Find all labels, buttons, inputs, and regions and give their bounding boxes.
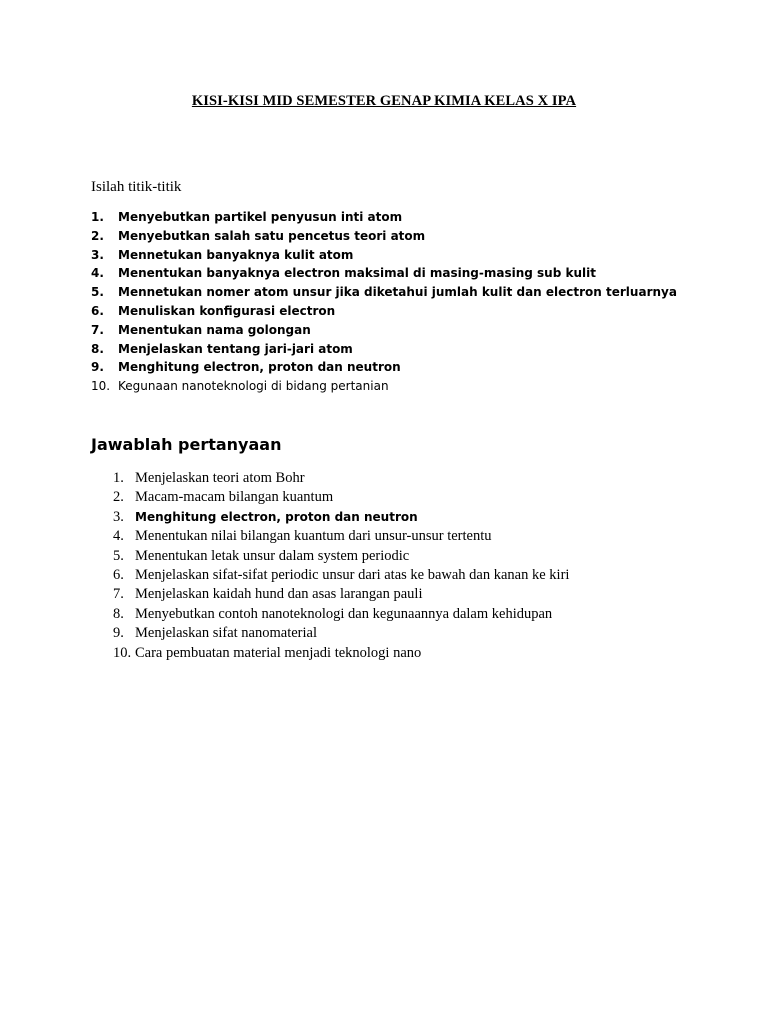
item-text: Menyebutkan contoh nanoteknologi dan kegunaannya dalam kehidupan: [135, 605, 553, 622]
item-text: Menjelaskan teori atom Bohr: [135, 470, 305, 486]
item-text: Menghitung electron, proton dan neutron: [135, 509, 418, 524]
section1-list: [91, 208, 677, 396]
item-number: 9.: [113, 625, 124, 642]
document-title: KISI-KISI MID SEMESTER GENAP KIMIA KELAS X IPA: [191, 93, 577, 109]
item-number: 2.: [113, 489, 124, 506]
list-item: [113, 605, 569, 624]
list-item: [113, 547, 569, 566]
section1-heading: Isilah titik-titik: [91, 179, 182, 195]
item-text: Menjelaskan sifat-sifat periodic unsur dari atas ke bawah dan kanan ke kiri: [135, 566, 570, 583]
item-text: Menuliskan konfigurasi electron: [118, 303, 336, 318]
item-text: Mennetukan nomer atom unsur jika diketahui jumlah kulit dan electron terluarnya: [118, 285, 677, 300]
item-number: 3.: [91, 247, 104, 262]
item-number: 1.: [91, 210, 104, 224]
section2-list: [113, 469, 569, 663]
item-number: 6.: [91, 303, 104, 318]
list-item: [91, 358, 677, 377]
item-number: 6.: [113, 566, 124, 583]
list-item: [113, 469, 569, 488]
list-item: [91, 227, 677, 246]
list-item: [91, 321, 677, 340]
item-number: 3.: [113, 508, 124, 525]
item-text: Menyebutkan partikel penyusun inti atom: [118, 210, 403, 224]
list-item: [91, 264, 677, 283]
list-item: [91, 302, 677, 321]
item-text: Menghitung electron, proton dan neutron: [118, 360, 401, 375]
section2-heading: Jawablah pertanyaan: [91, 435, 282, 454]
item-number: 7.: [113, 586, 124, 603]
item-text: Menentukan nilai bilangan kuantum dari unsur-unsur tertentu: [135, 528, 492, 545]
item-text: Menjelaskan tentang jari-jari atom: [118, 341, 353, 356]
list-item: [91, 246, 677, 265]
list-item: [91, 283, 677, 302]
item-number: 7.: [91, 322, 104, 337]
item-text: Menentukan banyaknya electron maksimal di masing-masing sub kulit: [118, 266, 596, 281]
list-item: [91, 377, 677, 396]
item-number: 10.: [91, 379, 111, 394]
list-item: [113, 566, 569, 585]
item-number: 8.: [91, 341, 104, 356]
item-number: 5.: [113, 547, 124, 564]
item-text: Cara pembuatan material menjadi teknologi nano: [135, 644, 422, 661]
item-number: 8.: [113, 605, 124, 622]
list-item: [113, 644, 569, 663]
item-text: Kegunaan nanoteknologi di bidang pertanian: [118, 379, 389, 394]
item-text: Macam-macam bilangan kuantum: [135, 489, 334, 506]
item-text: Menjelaskan kaidah hund dan asas larangan pauli: [135, 586, 423, 603]
item-number: 9.: [91, 360, 104, 375]
item-text: Menentukan nama golongan: [118, 322, 311, 337]
list-item: [91, 208, 677, 227]
item-text: Mennetukan banyaknya kulit atom: [118, 247, 354, 262]
item-number: 4.: [91, 266, 104, 281]
item-number: 10.: [113, 644, 132, 661]
item-number: 1.: [113, 470, 124, 486]
list-item: [113, 508, 569, 527]
list-item: [113, 527, 569, 546]
item-number: 4.: [113, 528, 124, 545]
item-number: 5.: [91, 285, 104, 300]
item-text: Menyebutkan salah satu pencetus teori atom: [118, 228, 426, 243]
item-text: Menjelaskan sifat nanomaterial: [135, 625, 317, 642]
list-item: [113, 624, 569, 643]
item-text: Menentukan letak unsur dalam system periodic: [135, 547, 410, 564]
list-item: [113, 488, 569, 507]
list-item: [91, 340, 677, 359]
item-number: 2.: [91, 228, 104, 243]
list-item: [113, 585, 569, 604]
